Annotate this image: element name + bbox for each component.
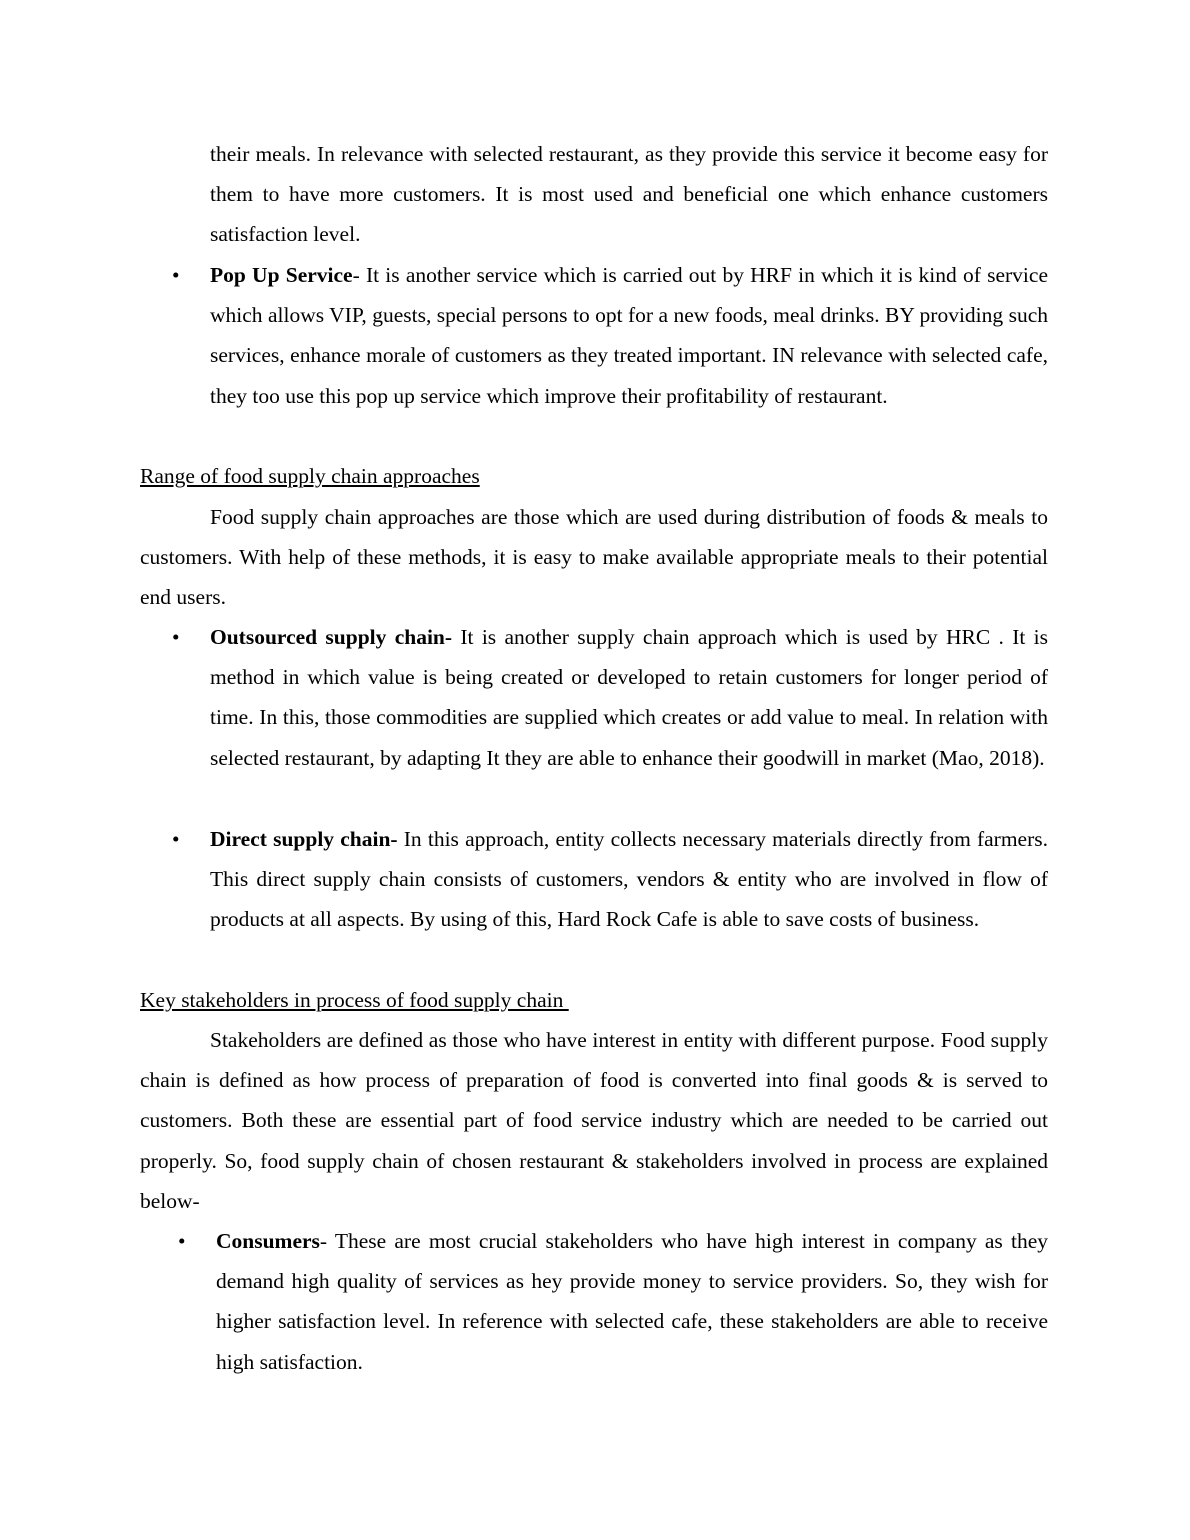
bullet-term: Consumers: [216, 1229, 320, 1253]
bullet-icon: •: [172, 827, 180, 851]
stakeholders-intro-block: [140, 1020, 1048, 1221]
list-item: [140, 617, 1048, 778]
bullet-icon: •: [178, 1229, 186, 1253]
bullet-text: - These are most crucial stakeholders who have high interest in company as they demand high quality of services as hey provide money to service providers. So, they wish for higher satisfaction level. In reference with selected cafe, these stakeholders are able to receive high satisfaction.: [216, 1229, 1048, 1374]
bullet-icon: •: [172, 625, 180, 649]
continuation-paragraph: their meals. In relevance with selected restaurant, as they provide this service it become easy for them to have more customers. It is most used and beneficial one which enhance customers satisfaction level.: [210, 142, 1048, 247]
direct-bullet-block: [140, 819, 1048, 940]
bullet-text: It is another supply chain approach which is used by HRC . It is method in which value is being created or developed to retain customers for longer period of time. In this, those commodities are supplied which creates or add value to meal. In relation with selected restaurant, by adapting It they are able to enhance their goodwill in market (Mao, 2018).: [210, 625, 1048, 770]
range-heading-block: [140, 456, 1048, 496]
section-heading: Key stakeholders in process of food supply chain: [140, 988, 569, 1012]
continuation-block: [140, 134, 1048, 255]
section-heading: Range of food supply chain approaches: [140, 464, 480, 488]
list-item: [140, 1221, 1048, 1382]
consumers-bullet-block: [140, 1221, 1048, 1382]
section-paragraph: Stakeholders are defined as those who have interest in entity with different purpose. Food supply chain is defined as how process of preparation of food is converted into final goods & is served to customers. Both these are essential part of food service industry which are needed to be carried out properly. So, food supply chain of chosen restaurant & stakeholders involved in process are explained below-: [140, 1028, 1048, 1213]
bullet-icon: •: [172, 263, 180, 287]
section-paragraph: Food supply chain approaches are those which are used during distribution of foods & meals to customers. With help of these methods, it is easy to make available appropriate meals to their potential end users.: [140, 505, 1048, 610]
list-item: [140, 819, 1048, 940]
stakeholders-heading-block: [140, 980, 1048, 1020]
bullet-term: Direct supply chain-: [210, 827, 398, 851]
bullet-text: In this approach, entity collects necessary materials directly from farmers. This direct supply chain consists of customers, vendors & entity who are involved in flow of products at all aspects. By using of this, Hard Rock Cafe is able to save costs of business.: [210, 827, 1049, 932]
list-item: [140, 255, 1048, 416]
outsourced-bullet-block: [140, 617, 1048, 778]
range-intro-block: [140, 497, 1048, 618]
bullet-term: Pop Up Service: [210, 263, 353, 287]
popup-service-bullet: [140, 255, 1048, 416]
bullet-term: Outsourced supply chain-: [210, 625, 453, 649]
bullet-text: - It is another service which is carried out by HRF in which it is kind of service which allows VIP, guests, special persons to opt for a new foods, meal drinks. BY providing such services, enhance morale of customers as they treated important. IN relevance with selected cafe, they too use this pop up service which improve their profitability of restaurant.: [210, 263, 1048, 408]
